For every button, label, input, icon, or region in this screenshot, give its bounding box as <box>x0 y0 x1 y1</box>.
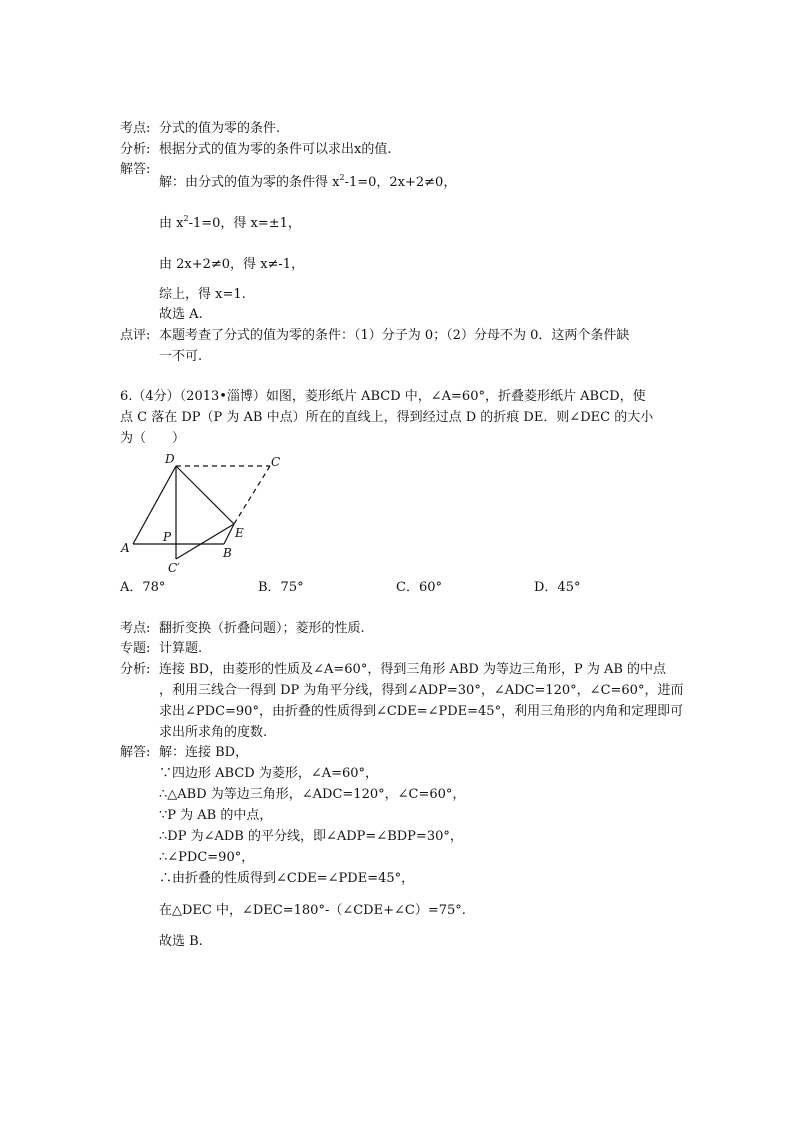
label-D: D <box>165 452 175 466</box>
solution-answer: 故选 A. <box>159 307 203 322</box>
option-a: A．78° <box>120 580 166 595</box>
sol-fenxi-1: 连接 BD，由菱形的性质及∠A=60°，得到三角形 ABD 为等边三角形，P 为 AB 的中点 <box>159 662 667 677</box>
sol-fenxi-label: 分析: <box>120 662 151 677</box>
label-A: A <box>121 541 130 555</box>
kaodian-label: 考点: <box>120 121 151 136</box>
sol-fenxi-2: ，利用三线合一得到 DP 为角平分线，得到∠ADP=30°，∠ADC=120°，∠C=60°，进而 <box>159 683 684 698</box>
option-d: D．45° <box>534 580 581 595</box>
label-E: E <box>235 526 244 540</box>
sol-fenxi-3: 求出∠PDC=90°，由折叠的性质得到∠CDE=∠PDE=45°，利用三角形的内角和定理即可 <box>159 704 684 719</box>
sol-step: ∵四边形 ABCD 为菱形，∠A=60°， <box>159 766 379 781</box>
kaodian-text: 分式的值为零的条件. <box>159 121 281 136</box>
sol-answer: 故选 B. <box>159 934 203 949</box>
option-b: B．75° <box>258 580 304 595</box>
label-C: C <box>271 455 281 469</box>
sol-step: 解：连接 BD， <box>159 745 249 760</box>
question-stem-3: 为（ ） <box>120 431 186 446</box>
sol-step: ∴∠PDC=90°， <box>159 850 255 865</box>
label-B: B <box>223 546 232 560</box>
question-stem-2: 点 C 落在 DP（P 为 AB 中点）所在的直线上，得到经过点 D 的折痕 DE．则∠DEC 的大小 <box>120 410 654 425</box>
jieda-label: 解答: <box>120 162 151 177</box>
solution-step-4: 综上，得 x=1. <box>159 287 246 302</box>
dianping-label: 点评: <box>120 328 151 343</box>
solution-step-3: 由 2x+2≠0，得 x≠-1， <box>159 257 305 272</box>
sol-kaodian-text: 翻折变换（折叠问题）；菱形的性质. <box>159 621 365 636</box>
solution-step-2: 由 $x^2-1=0$，得 x=±1， <box>159 214 301 231</box>
option-c: C．60° <box>396 580 442 595</box>
label-P: P <box>163 530 172 544</box>
sol-zhuanti-label: 专题: <box>120 641 151 656</box>
dianping-text-1: 本题考查了分式的值为零的条件：（1）分子为 0；（2）分母不为 0．这两个条件缺 <box>159 328 630 343</box>
sol-step: ∴△ABD 为等边三角形，∠ADC=120°，∠C=60°， <box>159 787 466 802</box>
sol-step: ∴由折叠的性质得到∠CDE=∠PDE=45°， <box>159 871 415 886</box>
sol-kaodian-label: 考点: <box>120 621 151 636</box>
sol-step: ∵P 为 AB 的中点， <box>159 808 273 823</box>
sol-zhuanti-text: 计算题. <box>159 641 203 656</box>
sol-jieda-label: 解答: <box>120 745 151 760</box>
sol-step: ∴DP 为∠ADB 的平分线，即∠ADP=∠BDP=30°， <box>159 829 463 844</box>
fenxi-text: 根据分式的值为零的条件可以求出x的值. <box>159 142 392 157</box>
sol-fenxi-4: 求出所求角的度数. <box>159 725 268 740</box>
dianping-text-2: 一不可. <box>159 349 203 364</box>
sol-step: 在△DEC 中，∠DEC=180°-（∠CDE+∠C）=75°. <box>159 903 466 918</box>
question-stem-1: 6.（4分）（2013•淄博）如图，菱形纸片 ABCD 中，∠A=60°，折叠菱形纸片 ABCD，使 <box>120 389 646 404</box>
fenxi-label: 分析: <box>120 142 151 157</box>
solution-step-1: 解：由分式的值为零的条件得 $x^2-1=0$，2x+2≠0， <box>159 173 457 190</box>
label-C-prime: C′ <box>168 561 180 575</box>
